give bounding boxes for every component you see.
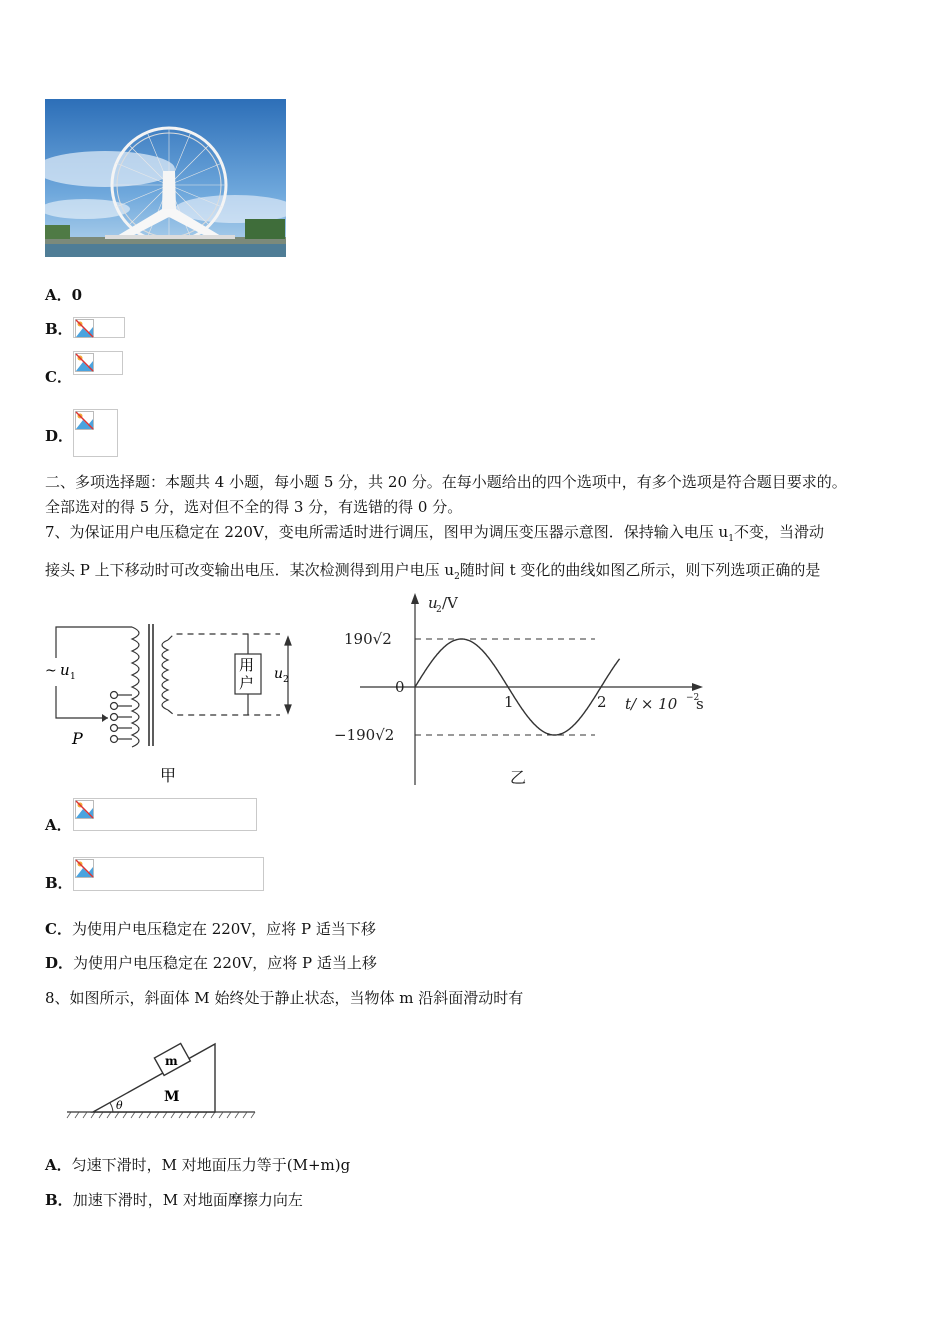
primary-coil	[132, 627, 139, 747]
q6-option-d	[45, 425, 73, 447]
u2-label: u	[274, 666, 284, 682]
ferris-wheel-photo	[45, 99, 286, 257]
q7-text: 接头 P 上下移动时可改变输出电压．某次检测得到用户电压 u	[45, 561, 455, 579]
user-label-2: 户	[239, 674, 255, 692]
option-label: A．	[45, 286, 72, 304]
xlabel-exp: −2	[686, 693, 700, 703]
q7-option-a	[45, 814, 72, 836]
option-label: C．	[45, 368, 72, 386]
option-text: 加速下滑时，M 对地面摩擦力向左	[72, 1191, 303, 1209]
broken-image-icon	[75, 319, 94, 338]
option-label: B．	[45, 1191, 73, 1209]
caption-yi: 乙	[510, 768, 527, 787]
xlabel: t/ × 10	[625, 695, 678, 713]
q6-option-c	[45, 366, 72, 388]
q6-option-d-image	[73, 409, 118, 457]
user-label-1: 用	[239, 656, 255, 674]
x-axis-arrow	[692, 683, 703, 691]
ground-hatch	[67, 1112, 255, 1118]
section2-line1: 二、多项选择题：本题共 4 小题，每小题 5 分，共 20 分。在每小题给出的四个选项中，有多个选项是符合题目要求的。	[45, 473, 847, 491]
option-text: 匀速下滑时，M 对地面压力等于(M+m)g	[71, 1156, 351, 1174]
q8-option-a	[45, 1154, 350, 1176]
broken-image-icon	[75, 800, 94, 819]
option-label: B．	[45, 320, 73, 338]
broken-image-icon	[75, 411, 94, 430]
x-tick-2: 2	[597, 693, 607, 711]
y-axis-arrow	[411, 593, 419, 604]
q6-option-a	[45, 284, 82, 306]
label-theta: θ	[116, 1099, 123, 1112]
q7-option-b-image	[73, 857, 264, 891]
q8-stem: 8、如图所示，斜面体 M 始终处于静止状态，当物体 m 沿斜面滑动时有	[45, 989, 524, 1007]
slider-arrow	[102, 714, 108, 722]
label-m: m	[165, 1054, 178, 1068]
q7-option-d	[45, 952, 377, 974]
ylabel-unit: /V	[442, 594, 458, 612]
y-tick-zero: 0	[395, 678, 405, 696]
section2-line2: 全部选对的得 5 分，选对但不全的得 3 分，有选错的得 0 分。	[45, 498, 463, 516]
q8-option-b	[45, 1189, 303, 1211]
figure-jia-transformer	[40, 612, 310, 788]
q6-option-b	[45, 318, 73, 340]
secondary-coil	[162, 640, 168, 710]
q7-stem-line2	[45, 559, 820, 588]
option-label: A．	[45, 816, 72, 834]
y-tick-min: −190√2	[334, 726, 395, 744]
ylabel: u	[428, 594, 438, 612]
figure-incline	[65, 1038, 265, 1123]
q7-text: 7、为保证用户电压稳定在 220V，变电所需适时进行调压，图甲为调压变压器示意图．保持输入电压 u	[45, 523, 729, 541]
broken-image-icon	[75, 353, 94, 372]
q7-option-b	[45, 872, 73, 894]
option-text: 为使用户电压稳定在 220V，应将 P 适当下移	[71, 920, 376, 938]
label-M: M	[164, 1089, 180, 1105]
q7-stem-line1	[45, 521, 824, 550]
option-label: A．	[45, 1156, 72, 1174]
q7-text: 随时间 t 变化的曲线如图乙所示，则下列选项正确的是	[459, 561, 821, 579]
q7-option-c	[45, 918, 376, 940]
wire	[56, 627, 100, 658]
wire	[56, 686, 108, 718]
x-tick-1: 1	[504, 693, 514, 711]
broken-image-icon	[75, 859, 94, 878]
option-text: 为使用户电压稳定在 220V，应将 P 适当上移	[73, 954, 377, 972]
p-label: P	[72, 729, 83, 748]
u1-tilde: ~	[45, 663, 57, 679]
q6-option-b-image	[73, 317, 125, 338]
incline-M	[93, 1044, 215, 1112]
figure-yi-voltage-chart	[330, 590, 720, 790]
u1-label: u	[60, 661, 70, 679]
subscript: 1	[728, 534, 734, 544]
q7-option-a-image	[73, 798, 257, 831]
option-label: D．	[45, 954, 74, 972]
option-label: B．	[45, 874, 73, 892]
option-label: D．	[45, 427, 74, 445]
q7-text: 不变，当滑动	[733, 523, 824, 541]
ylabel-sub: 2	[436, 605, 442, 615]
y-tick-max: 190√2	[344, 630, 392, 648]
u2-sub: 2	[283, 675, 289, 685]
q6-option-c-image	[73, 351, 123, 375]
option-label: C．	[45, 920, 72, 938]
u1-sub: 1	[70, 672, 76, 682]
subscript: 2	[454, 572, 460, 582]
caption-jia: 甲	[160, 766, 177, 785]
xlabel-unit: s	[696, 695, 704, 713]
option-text: 0	[71, 286, 83, 304]
